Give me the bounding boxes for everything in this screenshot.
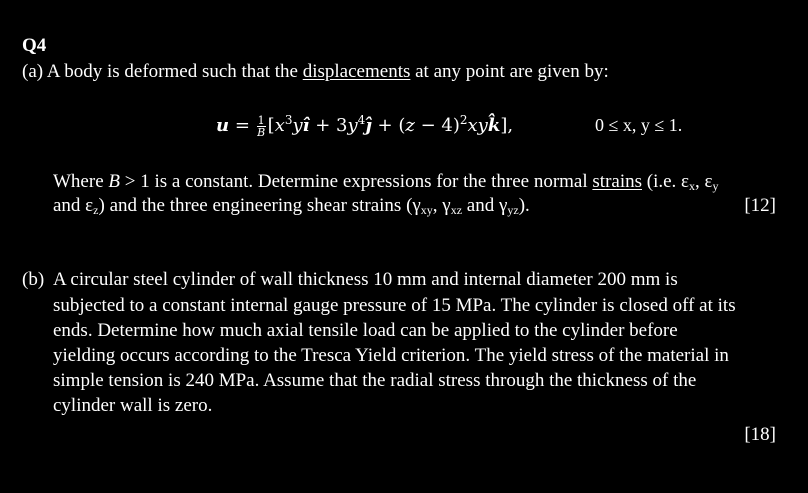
part-b-marks: [18] <box>744 424 776 445</box>
part-a-marks: [12] <box>744 195 776 216</box>
part-b-label: (b) <box>22 269 45 290</box>
part-a-intro-text: A body is deformed such that the displacements at any point are given by: <box>46 61 609 82</box>
part-a-intro <box>22 61 609 83</box>
k-hat-symbol: k̂ <box>487 115 501 136</box>
part-b-line: cylinder wall is zero. <box>53 395 213 416</box>
part-b-line: subjected to a constant internal gauge pressure of 15 MPa. The cylinder is closed off at its <box>53 295 736 316</box>
part-b-line: yielding occurs according to the Tresca Yield criterion. The yield stress of the material in <box>53 345 729 366</box>
domain-range: 0 ≤ x, y ≤ 1. <box>595 115 683 135</box>
part-a-line-2: and $\varepsilon_z$) and the three engineering shear strains ($\gamma_{xy}$, $\gamma_{xz}$ and $\gamma_{yz}$). <box>53 195 530 217</box>
displacements-term: displacements <box>302 61 411 82</box>
fraction-one-over-b: $\frac{1}{B}$ <box>257 113 266 139</box>
j-hat-symbol: ĵ <box>365 115 372 136</box>
part-b-line: A circular steel cylinder of wall thickness 10 mm and internal diameter 200 mm is <box>53 269 678 290</box>
strains-term: strains <box>592 171 642 192</box>
i-hat-symbol: î <box>302 115 310 136</box>
part-b-line: ends. Determine how much axial tensile load can be applied to the cylinder before <box>53 320 678 341</box>
part-a-line-1: Where B > 1 is a constant. Determine expressions for the three normal strains (i.e. $\varepsilon_x$, $\varepsilon_y$ <box>53 171 719 193</box>
question-number: Q4 <box>22 35 47 56</box>
part-a-label: (a) <box>22 61 44 82</box>
displacement-equation: u = $\frac{1}{B}$ [$x^3yî$ + $3y^4ĵ + (z$ − $4)^2xyk̂$], <box>216 113 514 139</box>
part-b-line: simple tension is 240 MPa. Assume that the radial stress through the thickness of the <box>53 370 697 391</box>
